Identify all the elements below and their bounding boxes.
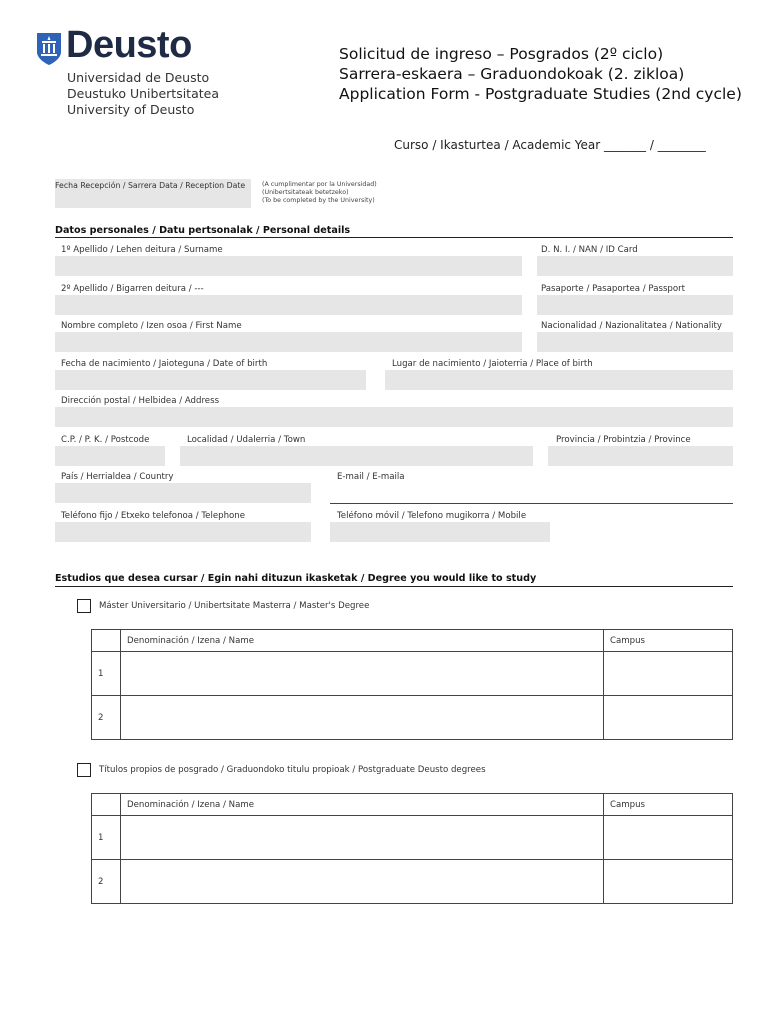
country-field[interactable] <box>55 483 311 503</box>
masters-index-header <box>92 630 121 652</box>
province-label: Provincia / Probintzia / Province <box>556 435 691 445</box>
reception-date-label: Fecha Recepción / Sarrera Data / Reception Date <box>55 181 246 190</box>
id-card-label: D. N. I. / NAN / ID Card <box>541 245 638 255</box>
own-degrees-label: Títulos propios de posgrado / Graduondoko titulu propioak / Postgraduate Deusto degrees <box>99 765 486 775</box>
full-name-field[interactable] <box>55 332 522 352</box>
postcode-field[interactable] <box>55 446 165 466</box>
nationality-label: Nacionalidad / Nazionalitatea / Nationality <box>541 321 722 331</box>
birth-date-field[interactable] <box>55 370 366 390</box>
email-label: E-mail / E-maila <box>337 472 405 482</box>
birth-date-label: Fecha de nacimiento / Jaioteguna / Date of birth <box>61 359 268 369</box>
own-degrees-campus-cell-1[interactable] <box>604 816 733 860</box>
birth-place-field[interactable] <box>385 370 733 390</box>
telephone-field[interactable] <box>55 522 311 542</box>
mobile-label: Teléfono móvil / Telefono mugikorra / Mobile <box>337 511 527 521</box>
reception-note-eu: (Unibertsitateak betetzeko) <box>262 189 349 196</box>
surname2-label: 2º Apellido / Bigarren deitura / --- <box>61 284 204 294</box>
deusto-crest-icon <box>36 32 62 66</box>
own-degrees-campus-cell-2[interactable] <box>604 860 733 904</box>
row-index: 2 <box>92 696 121 740</box>
form-title-eu: Sarrera-eskaera – Graduondokoak (2. zikloa) <box>339 65 685 83</box>
form-title-en: Application Form - Postgraduate Studies (2nd cycle) <box>339 85 742 103</box>
own-degrees-table <box>91 793 733 904</box>
own-degrees-name-cell-2[interactable] <box>121 860 604 904</box>
postcode-label: C.P. / P. K. / Postcode <box>61 435 150 445</box>
town-field[interactable] <box>180 446 533 466</box>
row-index: 2 <box>92 860 121 904</box>
masters-label: Máster Universitario / Unibertsitate Masterra / Master's Degree <box>99 601 370 611</box>
telephone-label: Teléfono fijo / Etxeko telefonoa / Telephone <box>61 511 246 521</box>
reception-note-en: (To be completed by the University) <box>262 197 375 204</box>
personal-details-title: Datos personales / Datu pertsonalak / Personal details <box>55 225 351 236</box>
table-row <box>92 816 733 860</box>
passport-field[interactable] <box>537 295 733 315</box>
passport-label: Pasaporte / Pasaportea / Passport <box>541 284 686 294</box>
academic-year[interactable]: Curso / Ikasturtea / Academic Year _______ / ________ <box>394 138 706 152</box>
surname2-field[interactable] <box>55 295 522 315</box>
own-degrees-col-name: Denominación / Izena / Name <box>121 794 604 816</box>
table-row <box>92 652 733 696</box>
masters-checkbox[interactable] <box>77 599 91 613</box>
full-name-label: Nombre completo / Izen osoa / First Name <box>61 321 242 331</box>
town-label: Localidad / Udalerria / Town <box>187 435 306 445</box>
province-field[interactable] <box>548 446 733 466</box>
reception-note-es: (A cumplimentar por la Universidad) <box>262 181 377 188</box>
logo-line-eu: Deustuko Unibertsitatea <box>67 86 219 101</box>
country-label: País / Herrialdea / Country <box>61 472 174 482</box>
own-degrees-index-header <box>92 794 121 816</box>
nationality-field[interactable] <box>537 332 733 352</box>
row-index: 1 <box>92 652 121 696</box>
mobile-field[interactable] <box>330 522 550 542</box>
personal-details-rule <box>55 237 733 238</box>
surname1-field[interactable] <box>55 256 522 276</box>
masters-table <box>91 629 733 740</box>
masters-campus-cell-1[interactable] <box>604 652 733 696</box>
masters-campus-cell-2[interactable] <box>604 696 733 740</box>
id-card-field[interactable] <box>537 256 733 276</box>
masters-col-name: Denominación / Izena / Name <box>121 630 604 652</box>
own-degrees-col-campus: Campus <box>604 794 733 816</box>
own-degrees-checkbox[interactable] <box>77 763 91 777</box>
logo-line-en: University of Deusto <box>67 102 195 117</box>
masters-col-campus: Campus <box>604 630 733 652</box>
logo-wordmark: Deusto <box>66 24 192 66</box>
deusto-logo <box>36 24 236 120</box>
own-degrees-name-cell-1[interactable] <box>121 816 604 860</box>
form-title-es: Solicitud de ingreso – Posgrados (2º ciclo) <box>339 45 664 63</box>
birth-place-label: Lugar de nacimiento / Jaioterria / Place of birth <box>392 359 593 369</box>
email-field[interactable] <box>330 483 733 504</box>
row-index: 1 <box>92 816 121 860</box>
address-label: Dirección postal / Helbidea / Address <box>61 396 220 406</box>
address-field[interactable] <box>55 407 733 427</box>
surname1-label: 1º Apellido / Lehen deitura / Surname <box>61 245 223 255</box>
masters-name-cell-1[interactable] <box>121 652 604 696</box>
table-row <box>92 860 733 904</box>
table-row <box>92 696 733 740</box>
logo-line-es: Universidad de Deusto <box>67 70 210 85</box>
studies-rule <box>55 586 733 587</box>
masters-name-cell-2[interactable] <box>121 696 604 740</box>
studies-title: Estudios que desea cursar / Egin nahi dituzun ikasketak / Degree you would like to study <box>55 573 537 584</box>
